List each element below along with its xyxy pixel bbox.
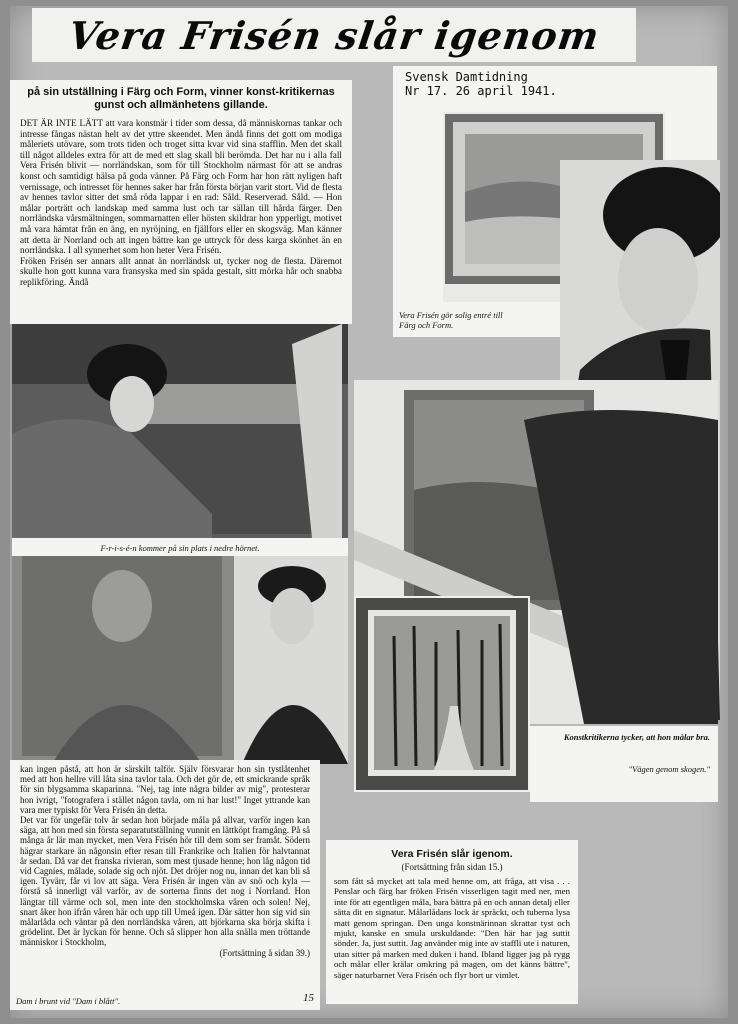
intro-article-clipping [10,80,352,324]
magazine-stamp [393,66,717,112]
caption-forest: "Vägen genom skogen." [628,764,710,774]
magazine-name: Svensk Damtidning [405,70,528,84]
caption-top-right: Vera Frisén gör solig entré till Färg och Form. [399,310,503,330]
magazine-issue: Nr 17. 26 april 1941. [405,84,557,98]
article-intro-text: DET ÄR INTE LÄTT att vara konstnär i tider som dessa, då människornas tankar och intresse fångas nästan helt av det yttre skeendet. Men ändå finns det gott om modiga måleriets utövare, som trots tiden och troget sitta kvar vid sina stafflin. Men det skall till något alldeles extra för att de med ett slag skall bli berömda. Det har nu i alla fall Vera Frisén blivit — norrländskan, som för till Stockholm närmast för att se andras konst och samtidigt hälsa på goda vänner. På Färg och Form har hon rätt nyligen haft vernissage, och intresset för hennes saker har från första början varit stort. Vid de flesta av hennes tavlor sitter det små röda lappar i en rad: Såld. Reserverad. Såld. — Hon målar porträtt och landskap med samma lust och tar sällan till hårda färger. Den norrländska vårsmältningen, sommarnatten eller hösten skildrar hon ypperligt, motivet må vara hämtat från en äng, en nyröjning, en fjällfors eller en skogsväg. Man känner att detta är Norrland och att ingen bättre kan ge uttryck för dess karga skönhet än en norrländska. I all synnerhet som hon heter Vera Frisén. Fröken Frisén ser annars allt annat än norrländsk ut, tycker nog de flesta. Däremot skulle hon gott kunna vara fransyska med sin späda gestalt, sitt mörka hår och snabba replikföring. Ändå [20,118,342,287]
caption-desk: F-r-i-s-é-n kommer på sin plats i nedre hörnet. [100,543,260,553]
painting-at-desk-photo [12,324,348,538]
article-bottom-text: kan ingen påstå, att hon är särskilt talför. Själv försvarar hon sin tystlåtenhet med att hon hellre vill låta sina tavlor tala. Och det gör de, ett smickrande språk för sin blygsamma skaparinna. "Nej, tag inte några bilder av mig", protesterar hon ivrigt, "fotografera i stället någon tavla, om ni har lust!" Inget yttrande kan vara mer typiskt för Vera Frisén än detta. Det var för ungefär tolv år sedan hon började måla på allvar, varför ingen kan säga, att hon med sin första separatutställning vunnit en lättköpt framgång. På så många år lär man mycket, men Vera Frisén hör till dem som ser framåt. Södern hägrar starkare än någonsin efter resan till Frankrike och Italien för halvtannat år sedan. Då var det franska rivieran, som mest tjusade henne; hon låg någon tid vid Cagnies, målade, solade sig och njöt. Det dröjer nog nu, innan det kan bli så igen. Tyvärr, får vi lov att säga. Vera Frisén är ingen vän av snö och kyla — förstå så innerligt väl varför, av de sorterna finns det nog i Norrland. Hon längtar till värme och sol, men inte den stockholmska våren och solen! Nej, snart åker hon ifrån våren här och upp till Umeå igen. Där sätter hon sig vid sin målarlåda och väntar på den norrländska våren, att björkarna ska börja skifta i grödelint. Det är lyckan för henne. Och så slipper hon alla snälla men tröttande människor i Stockholm, [20,764,310,948]
caption-portrait: Dam i brunt vid "Dam i blått". [16,996,121,1006]
caption-critics: Konstkritikerna tycker, att hon målar bra. [563,732,710,742]
headline-clipping [32,8,636,62]
caption-desk-clipping [12,538,348,556]
critics-caption-clipping [530,726,718,802]
continuation-subtitle: (Fortsättning från sidan 15.) [401,862,503,872]
continuation-clipping [326,840,578,1004]
article-lead: på sin utställning i Färg och Form, vinner konst-kritikernas gunst och allmänhetens gillande. [27,86,335,111]
bottom-article-clipping [10,760,320,1010]
page-number: 15 [303,992,314,1004]
forest-painting-clipping [354,596,530,792]
forest-painting [354,596,530,792]
headline: Vera Frisén slår igenom [65,12,603,58]
continuation-title: Vera Frisén slår igenom. [391,848,513,860]
portrait-painting-photo [12,556,348,764]
continuation-text: som fått så mycket att tala med henne om, att fråga, att visa . . . Penslar och färg har fröken Frisén visserligen tagit med ner, men inte för att egentligen måla, bara bättra på en och annan detalj eller sätta dit en signatur. Målarlådans lock är spräckt, och tuberna lysa matt genom springan. Den unga konstnärinnan skrattar tyst och mjukt, kanske en smula urskuldande: "Den här har jag suttit sönder. Ja, just suttit. Jag använder mig inte av staffli ute i naturen, utan sitter på marken med duken i hand. Ibland ligger jag på rygg och målar eller krälar omkring på magen, om det känns bättre", säger naturbarnet Vera Frisén och flyr bort ur vimlet. [334,876,570,980]
continued-reference: (Fortsättning å sidan 39.) [219,947,310,958]
